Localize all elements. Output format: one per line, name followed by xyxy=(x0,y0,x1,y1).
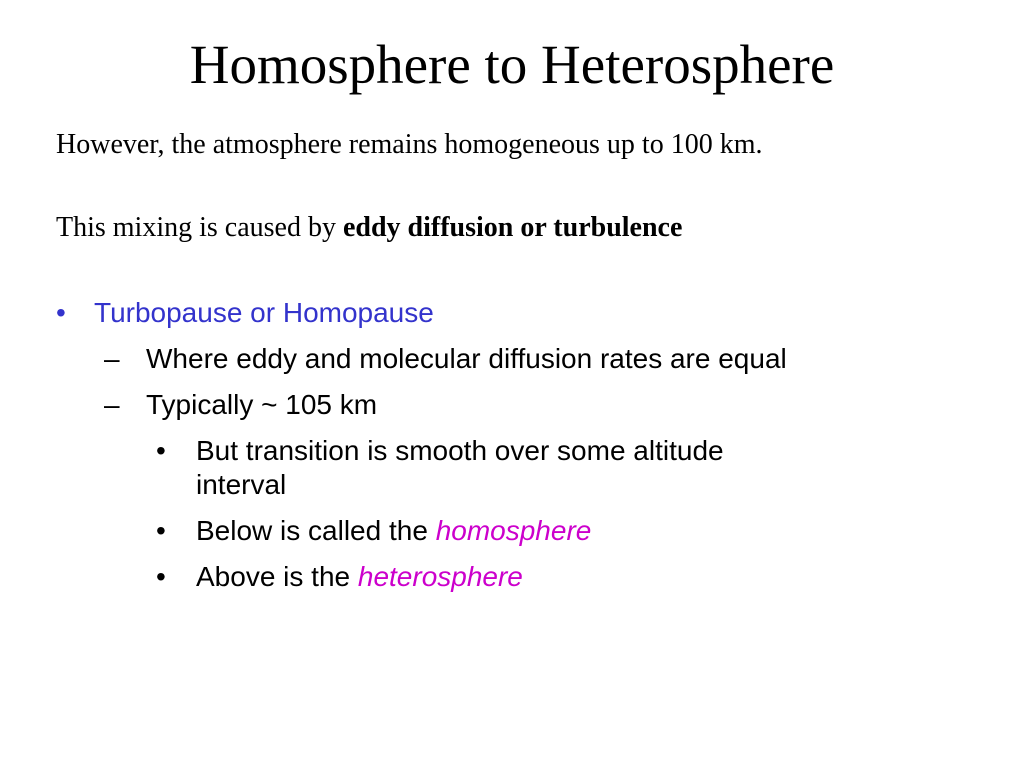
bullet-dot-icon: • xyxy=(156,561,166,592)
slide-title: Homosphere to Heterosphere xyxy=(189,34,835,95)
subsubbullet-transition-line2: interval xyxy=(196,469,287,500)
paragraph-homogeneous: However, the atmosphere remains homogeneous up to 100 km. xyxy=(56,129,763,160)
bullet-dot-icon: • xyxy=(156,435,166,466)
bullet-dot-icon: • xyxy=(156,515,166,546)
homosphere-prefix: Below is called the xyxy=(196,515,436,546)
paragraph-mixing-prefix: This mixing is caused by xyxy=(56,212,343,243)
paragraph-mixing xyxy=(56,211,682,245)
subbullet-typical-altitude-text: Typically ~ 105 km xyxy=(146,389,378,420)
subsubbullet-homosphere-text xyxy=(196,514,591,548)
dash-icon: – xyxy=(104,343,120,374)
subbullet-diffusion-rates-text: Where eddy and molecular diffusion rates are equal xyxy=(146,343,787,374)
heterosphere-term: heterosphere xyxy=(357,561,523,592)
bullet-turbopause-text: Turbopause or Homopause xyxy=(94,297,434,328)
homosphere-term: homosphere xyxy=(435,515,592,546)
paragraph-mixing-bold: eddy diffusion or turbulence xyxy=(342,212,683,243)
dash-icon: – xyxy=(104,389,120,420)
bullet-dot-icon: • xyxy=(56,297,66,328)
subsubbullet-heterosphere-text xyxy=(196,560,523,594)
subsubbullet-transition-text xyxy=(196,434,724,502)
heterosphere-prefix: Above is the xyxy=(196,561,358,592)
subsubbullet-transition-line1: But transition is smooth over some altitude xyxy=(196,435,724,466)
